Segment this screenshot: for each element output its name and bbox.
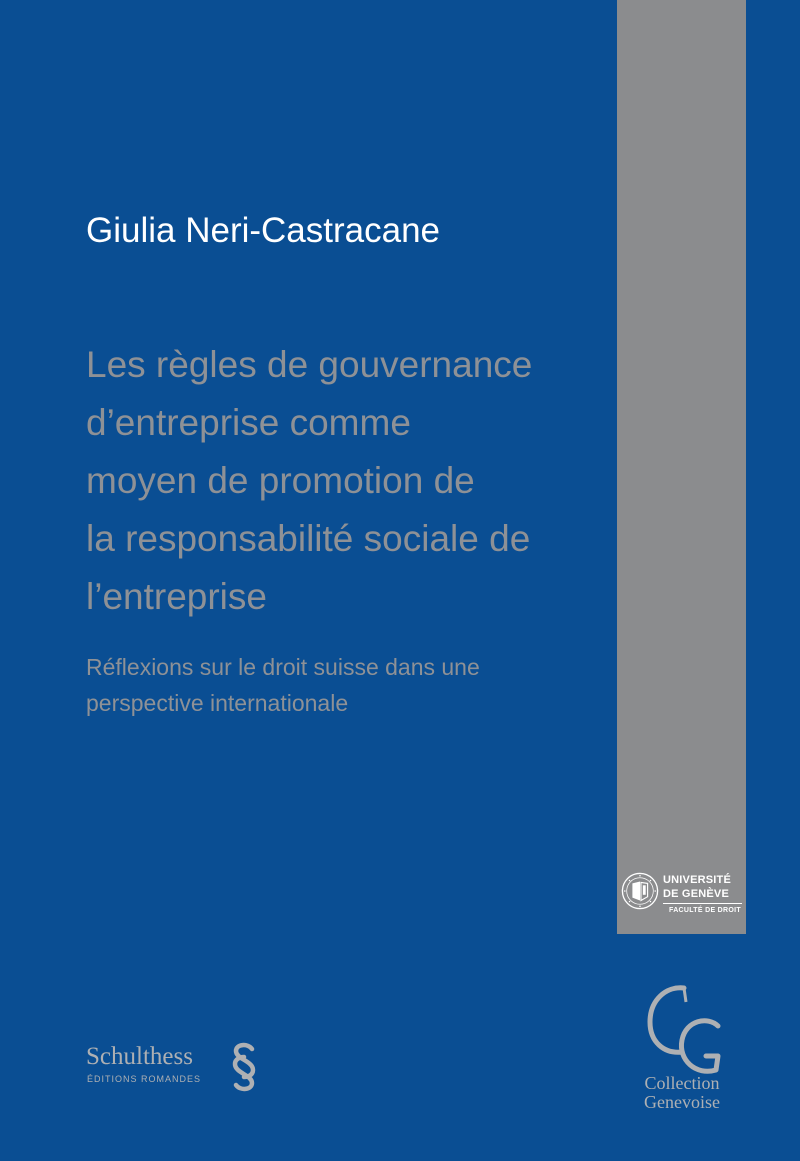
author-name: Giulia Neri-Castracane [86, 211, 441, 250]
publisher-name: Schulthess [86, 1043, 193, 1070]
book-subtitle [86, 649, 606, 721]
publisher-subline: ÉDITIONS ROMANDES [87, 1074, 202, 1084]
collection-name [622, 1074, 742, 1112]
title-line: Les règles de gouvernance [86, 344, 533, 385]
gray-band [617, 0, 746, 934]
university-divider [663, 903, 742, 904]
title-line: d’entreprise comme [86, 402, 411, 443]
subtitle-line: perspective internationale [86, 690, 349, 716]
title-line: l’entreprise [86, 576, 267, 617]
university-name-line: UNIVERSITÉ [663, 874, 732, 886]
book-title [86, 336, 616, 626]
title-line: la responsabilité sociale de [86, 518, 531, 559]
publisher-logo [86, 1041, 266, 1093]
section-sign-icon [226, 1041, 262, 1093]
university-name [663, 873, 731, 901]
collection-name-line: Collection [644, 1073, 720, 1093]
university-logo [617, 868, 746, 934]
university-name-line: DE GENÈVE [663, 888, 729, 900]
subtitle-line: Réflexions sur le droit suisse dans une [86, 654, 480, 680]
cg-monogram-icon [636, 980, 728, 1078]
faculty-label: FACULTÉ DE DROIT [669, 907, 741, 914]
collection-logo [622, 980, 742, 1115]
collection-name-line: Genevoise [644, 1092, 720, 1112]
university-seal-icon [621, 872, 659, 910]
title-line: moyen de promotion de [86, 460, 475, 501]
